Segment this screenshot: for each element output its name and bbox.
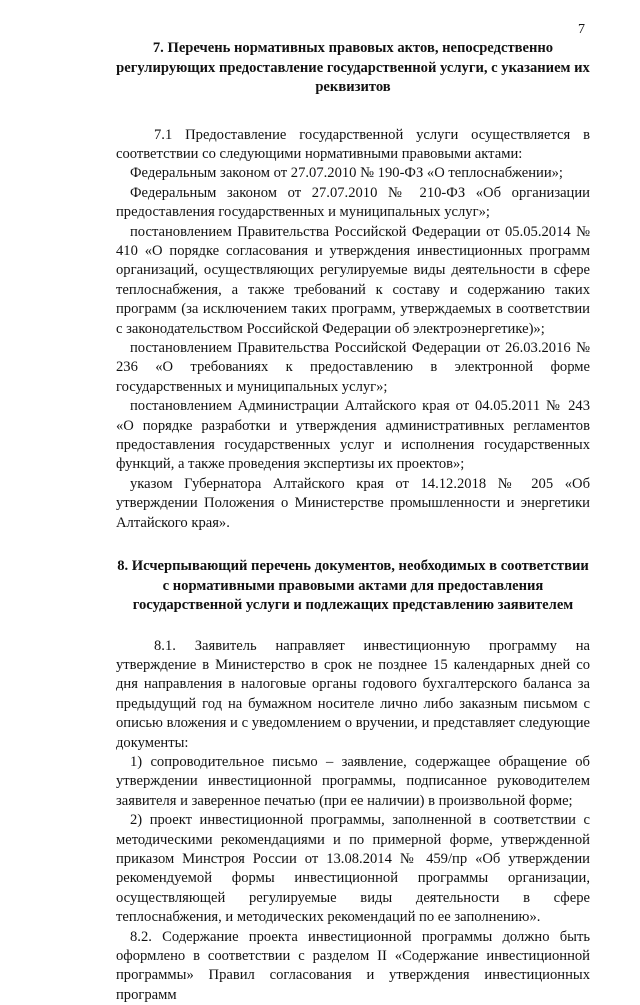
paragraph-8-2: 8.2. Содержание проекта инвестиционной программы должно быть оформлено в соответствии с разделом II «Содержание инвестиционной программы» Правил согласования и утверждения инвестиционных программ	[116, 928, 590, 1003]
section-7-heading: 7. Перечень нормативных правовых актов, непосредственно регулирующих предоставление государственной услуги, с указанием их реквизитов	[116, 40, 590, 95]
paragraph-decree-236: постановлением Правительства Российской Федерации от 26.03.2016 № 236 «О требованиях к предоставлению в электронной форме государственных и муниципальных услуг»;	[116, 339, 590, 395]
paragraph-8-1-item-2: 2) проект инвестиционной программы, заполненной в соответствии с методическими рекомендациями и по примерной форме, утвержденной приказом Минстроя России от 13.08.2014 № 459/пр «Об утверждении рекомендуемой формы инвестиционной программы организации, осуществляющей регулируемые виды деятельности в сфере теплоснабжения, и методических рекомендаций по ее заполнению».	[116, 812, 590, 926]
section-8-heading: 8. Исчерпывающий перечень документов, необходимых в соответствии с нормативными правовыми актами для предоставления государственной услуги и подлежащих представлению заявителем	[117, 558, 589, 614]
paragraph-decree-243: постановлением Администрации Алтайского края от 04.05.2011 № 243 «О порядке разработки и утверждения административных регламентов предоставления государственных услуг и исполнения государственных функций, а также проведения экспертизы их проектов»;	[116, 398, 590, 473]
paragraph-8-1: 8.1. Заявитель направляет инвестиционную программу на утверждение в Министерство в срок не позднее 15 календарных дней со дня направления в налоговые органы годового бухгалтерского баланса за предыдущий год на бумажном носителе лично либо заказным письмом с описью вложения и с уведомлением о вручении, и представляет следующие документы:	[116, 637, 590, 751]
paragraph-decree-410: постановлением Правительства Российской Федерации от 05.05.2014 № 410 «О порядке согласования и утверждения инвестиционных программ организаций, осуществляющих регулируемые виды деятельности в сфере теплоснабжения, а также требований к составу и содержанию таких программ (за исключением таких программ, утверждаемых в соответствии с законодательством Российской Федерации об электроэнергетике)»;	[116, 223, 590, 337]
paragraph-8-1-item-1: 1) сопроводительное письмо – заявление, содержащее обращение об утверждении инвестиционной программы, подписанное руководителем заявителя и заверенное печатью (при ее наличии) в произвольной форме;	[116, 753, 590, 809]
paragraph-law-190-fz: Федеральным законом от 27.07.2010 № 190-ФЗ «О теплоснабжении»;	[130, 165, 563, 182]
paragraph-7-1: 7.1 Предоставление государственной услуги осуществляется в соответствии со следующими нормативными правовыми актами:	[116, 126, 590, 162]
section-8-body	[116, 637, 590, 1005]
document-body	[116, 39, 590, 1005]
section-7-body	[116, 126, 590, 534]
page-number: 7	[578, 22, 585, 37]
paragraph-law-210-fz: Федеральным законом от 27.07.2010 № 210-ФЗ «Об организации предоставления государственных и муниципальных услуг»;	[116, 184, 590, 221]
paragraph-decree-205: указом Губернатора Алтайского края от 14.12.2018 № 205 «Об утверждении Положения о Министерстве промышленности и энергетики Алтайского края».	[116, 475, 590, 531]
